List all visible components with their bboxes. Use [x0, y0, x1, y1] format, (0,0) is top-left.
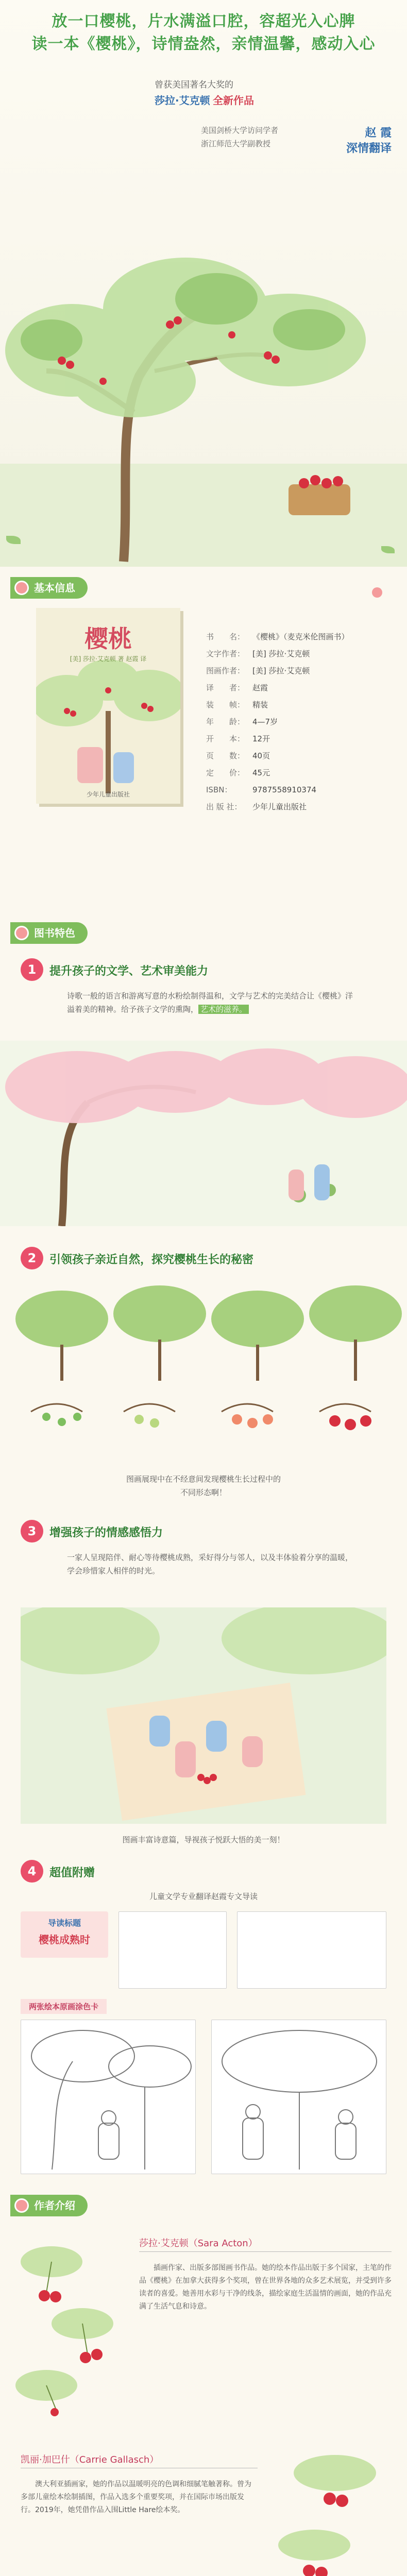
- hero-illustration: [0, 155, 407, 567]
- blossom-icon: [14, 926, 29, 940]
- coloring-card-1: [21, 2020, 196, 2174]
- section-title: 作者介绍: [34, 2199, 75, 2212]
- section-header-author: [10, 2195, 88, 2216]
- spec-row: [206, 646, 397, 663]
- spec-row: [206, 629, 397, 646]
- illustrator-name: 凯丽·加巴什（Carrie Gallasch）: [21, 2454, 159, 2465]
- spec-row: [206, 714, 397, 731]
- feature-number: 3: [21, 1520, 43, 1543]
- slogan-line-1: 放一口樱桃，片水满溢口腔，容超光入心脾: [52, 12, 355, 30]
- feature-2-heading: [21, 1247, 392, 1269]
- section-header-info: [10, 577, 88, 599]
- blossom-decoration: [372, 587, 382, 598]
- spec-key: 页 数：: [206, 751, 245, 760]
- translator-name: 赵 霞: [365, 127, 392, 140]
- spec-key: 译 者：: [206, 683, 245, 692]
- spec-key: 文字作者：: [206, 649, 245, 658]
- spec-value: 赵霞: [252, 683, 268, 692]
- illustrator-cherry-illustration: [273, 2442, 397, 2576]
- spec-key: 开 本：: [206, 734, 245, 743]
- feature-number: 2: [21, 1247, 43, 1269]
- translator-name-block: [346, 126, 392, 157]
- spec-value: 4—7岁: [252, 717, 278, 726]
- basic-info-section: [0, 567, 407, 917]
- slogan: [0, 10, 407, 56]
- cover-publisher: 少年儿童出版社: [86, 791, 130, 798]
- spec-value: 少年儿童出版社: [252, 802, 307, 811]
- feature-3-illustration: [21, 1607, 386, 1824]
- book-cover: [36, 608, 180, 804]
- feature-title: 增强孩子的情感感悟力: [49, 1527, 163, 1539]
- spec-key: 装 帧：: [206, 700, 245, 709]
- feature-highlight: 艺术的滋养。: [198, 1005, 249, 1014]
- award-line: 曾获美国著名大奖的: [155, 80, 233, 90]
- spec-value: 45元: [252, 768, 270, 777]
- feature-1-text: [67, 989, 355, 1016]
- author-section: [0, 2184, 407, 2576]
- section-header-features: [10, 922, 88, 944]
- spec-key: 书 名：: [206, 632, 245, 641]
- spec-key: 图画作者：: [206, 666, 245, 675]
- coloring-card-label: 两张绘本原画涂色卡: [21, 1999, 107, 2014]
- award-block: [155, 77, 294, 109]
- spec-row: [206, 697, 397, 714]
- spec-key: ISBN：: [206, 785, 232, 794]
- feature-3-heading: [21, 1520, 392, 1543]
- cover-title: 樱桃: [84, 625, 132, 653]
- guide-page-1: [118, 1911, 227, 1989]
- spec-list: [206, 629, 397, 816]
- feature-2-caption-1: 图画展现中在不经意间发现樱桃生长过程中的: [126, 1475, 281, 1484]
- author-cherry-illustration: [15, 2231, 118, 2416]
- author-bio: 插画作家、出版多部图画书作品。她的绘本作品出版于多个国家，主笔的作品《樱桃》在加拿大获得多个奖项，曾在世界各地的众多艺术展览，并受到许多读者的喜爱。她善用水彩与干净的线条，描绘家庭生活温情的画面，她的作品充满了生活气息和诗意。: [139, 2264, 392, 2311]
- translator-cred-1: 美国剑桥大学访问学者: [201, 126, 279, 135]
- feature-title: 引领孩子亲近自然，探究樱桃生长的秘密: [49, 1253, 254, 1266]
- coloring-card-2: [211, 2020, 386, 2174]
- spec-value: 《樱桃》（麦克米伦图画书）: [252, 632, 349, 641]
- translator-block: [201, 124, 392, 155]
- spec-row: [206, 731, 397, 748]
- spec-key: 定 价：: [206, 768, 245, 777]
- feature-title: 超值附赠: [49, 1867, 95, 1879]
- guide-page-2: [237, 1911, 386, 1989]
- author-name: 莎拉·艾克顿（Sara Acton）: [139, 2238, 258, 2249]
- spec-row: [206, 799, 397, 816]
- translator-cred-2: 浙江师范大学副教授: [201, 139, 271, 148]
- slogan-line-2: 读一本《樱桃》，诗情盎然，亲情温馨，感动入心: [31, 35, 376, 53]
- spec-row: [206, 663, 397, 680]
- spec-key: 年 龄：: [206, 717, 245, 726]
- author-highlight: 莎拉·艾克顿: [155, 94, 210, 107]
- reading-guide-card: [21, 1911, 108, 1958]
- spec-key: 出 版 社：: [206, 802, 242, 811]
- spec-value: [美] 莎拉·艾克顿: [252, 649, 310, 658]
- feature-3-text: 一家人呈现陪伴、耐心等待樱桃成熟，采好得分与邻人，以及丰体验着分享的温暖，学会珍惜家人相伴的时光。: [67, 1553, 353, 1575]
- spec-row: [206, 782, 397, 799]
- section-title: 基本信息: [34, 582, 75, 594]
- translator-role: 深情翻译: [346, 142, 392, 155]
- spec-row: [206, 748, 397, 765]
- guide-title: 导读标题: [47, 1918, 81, 1928]
- feature-number: 4: [21, 1860, 43, 1883]
- feature-2-illustration: [0, 1278, 407, 1463]
- cover-subtitle: [美] 莎拉·艾克顿 著 赵霞 译: [70, 655, 147, 663]
- hero-banner: [0, 0, 407, 567]
- feature-2-caption-2: 不同形态啊！: [180, 1488, 227, 1497]
- guide-subtitle: 樱桃成熟时: [39, 1934, 90, 1946]
- spec-row: [206, 680, 397, 697]
- blossom-icon: [14, 581, 29, 595]
- feature-1-heading: [21, 958, 392, 981]
- spec-value: 9787558910374: [252, 785, 317, 794]
- features-section: [0, 917, 407, 2184]
- feature-4-heading: [21, 1860, 392, 1883]
- feature-number: 1: [21, 958, 43, 981]
- divider: [139, 2251, 392, 2252]
- feature-4-subtitle: 儿童文学专业翻译赵霞专文导读: [149, 1892, 258, 1901]
- new-work-badge: 全新作品: [213, 94, 255, 107]
- spec-row: [206, 765, 397, 782]
- feature-title: 提升孩子的文学、艺术审美能力: [49, 965, 209, 978]
- spec-value: 40页: [252, 751, 270, 760]
- feature-3-caption: 图画丰富诗意篇，导视孩子悦跃大悟的美一刻！: [122, 1835, 285, 1844]
- spec-value: [美] 莎拉·艾克顿: [252, 666, 310, 675]
- section-title: 图书特色: [34, 927, 75, 939]
- feature-1-illustration: [0, 1041, 407, 1226]
- spec-value: 12开: [252, 734, 270, 743]
- feature-body: 诗歌一般的语言和游离写意的水粉绘制得温和，文学与艺术的完美结合让《樱桃》洋溢着美的精神。给予孩子文学的熏陶，: [67, 991, 353, 1014]
- illustrator-bio: 澳大利亚插画家，她的作品以温暖明亮的色调和细腻笔触著称。曾为多部儿童绘本绘制插图，作品入选多个重要奖项，并在国际市场出版发行。2019年，她凭借作品入围Little Hare绘本奖。: [21, 2480, 251, 2514]
- blossom-icon: [14, 2198, 29, 2213]
- spec-value: 精装: [252, 700, 268, 709]
